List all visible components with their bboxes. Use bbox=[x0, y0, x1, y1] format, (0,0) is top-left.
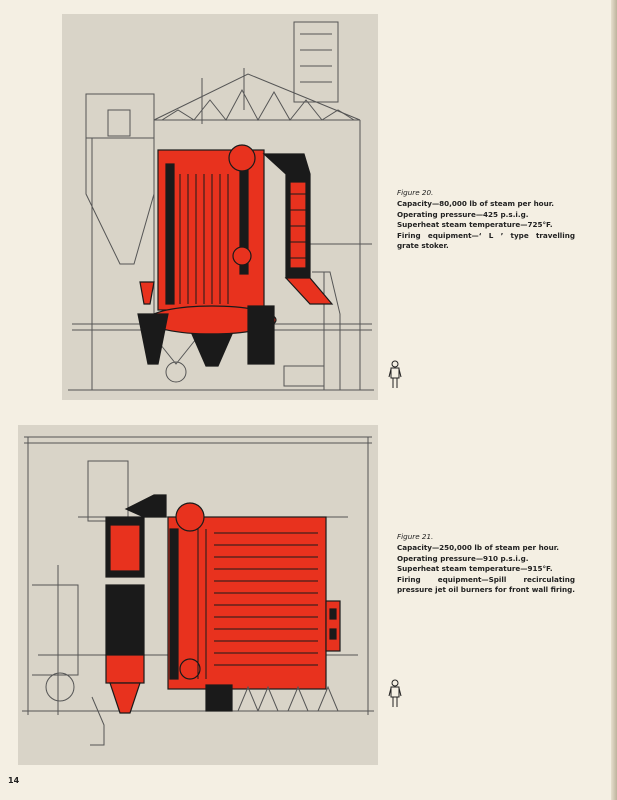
spec-superheat-temperature: Superheat steam temperature—915°F. bbox=[397, 564, 553, 574]
spec-operating-pressure: Operating pressure—425 p.s.i.g. bbox=[397, 209, 529, 219]
figure-label: Figure 20. bbox=[397, 188, 434, 197]
spec-operating-pressure: Operating pressure—910 p.s.i.g. bbox=[397, 553, 529, 563]
spec-capacity: Capacity—250,000 lb of steam per hour. bbox=[397, 543, 559, 553]
scale-figure-icon bbox=[388, 360, 402, 390]
spec-firing-equipment: Firing equipment—Spill recirculating pressure jet oil burners for front wall firing. bbox=[397, 574, 575, 595]
figure-21-caption bbox=[397, 532, 575, 595]
scale-figure-icon bbox=[388, 679, 402, 709]
page-edge bbox=[611, 0, 617, 800]
spec-firing-equipment: Firing equipment—‘ L ’ type travelling grate stoker. bbox=[397, 230, 575, 251]
figure-label: Figure 21. bbox=[397, 532, 434, 541]
spec-superheat-temperature: Superheat steam temperature—725°F. bbox=[397, 220, 553, 230]
spec-capacity: Capacity—80,000 lb of steam per hour. bbox=[397, 199, 554, 209]
page-number: 14 bbox=[8, 776, 20, 785]
figure-20-caption bbox=[397, 188, 575, 251]
figure-20-illustration bbox=[62, 14, 378, 400]
figure-21-illustration bbox=[18, 425, 378, 765]
